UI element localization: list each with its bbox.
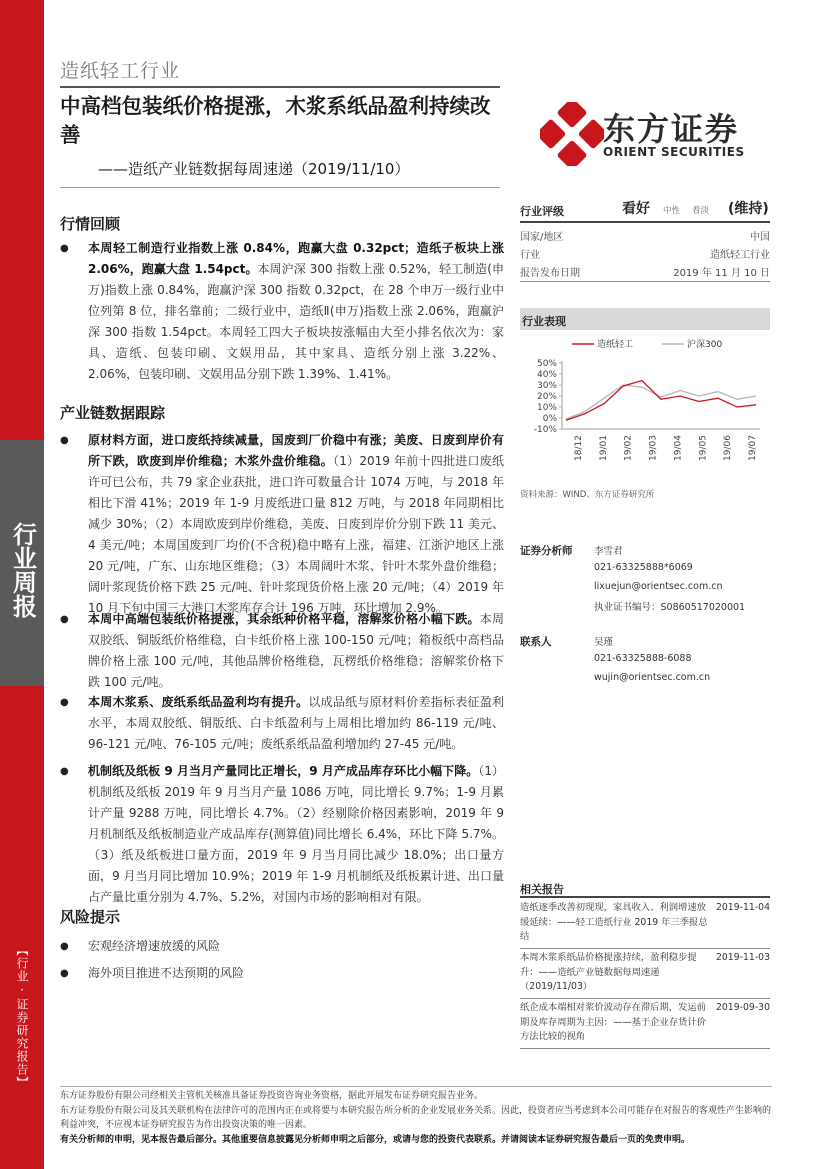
risk-item: 海外项目推进不达预期的风险	[88, 966, 245, 980]
info-value: 造纸轻工行业	[710, 250, 770, 261]
paragraph-lead: 机制纸及纸板 9 月当月产量同比正增长，9 月产成品库存环比小幅下降。	[88, 764, 479, 778]
rating-row	[520, 196, 770, 220]
x-tick-label: 18/12	[574, 435, 584, 461]
rating-status: (维持)	[728, 201, 769, 217]
analyst-block	[520, 543, 780, 613]
y-tick-label: 40%	[536, 370, 557, 380]
bullet-icon: ●	[60, 968, 69, 979]
related-report-date: 2019-11-03	[715, 952, 770, 963]
paragraph-body: 以成品纸与原材料价差指标表征盈利水平，本周双胶纸、铜版纸、白卡纸盈利与上周相比增加约 86-119 元/吨、96-121 元/吨、76-105 元/吨；废纸系纸品盈利增加约 27-45 元/吨。	[88, 695, 504, 751]
info-key: 报告发布日期	[520, 268, 580, 279]
paragraph-body: （1）机制纸及纸板 2019 年 9 月当月产量 1086 万吨，同比增长 9.7%；1-9 月累计产量 9288 万吨，同比增长 4.7%。（2）经剔除价格因素影响，2019 年 9 月机制纸及纸板制造业产成品库存(测算值)同比增长 6.4%，环比下降 5.7%。（3）纸及纸板进口量方面，2019 年 9 月当月同比减少 18.0%；出口量方面，9 月当月同比增加 10.9%；2019 年 1-9 月机制纸及纸板累计进、出口量占产量比重分别为 4.7%、5.2%，对国内市场的影响相对有限。	[88, 764, 504, 904]
related-divider	[520, 998, 770, 999]
x-tick-label: 19/03	[648, 435, 659, 461]
related-report-date: 2019-11-04	[715, 902, 770, 913]
analyst-license: 执业证书编号：S0860517020001	[594, 602, 746, 613]
logo-text-cn: 东方证券	[603, 110, 740, 148]
rating-option-neutral: 中性	[663, 206, 681, 216]
related-report-text[interactable]: 造纸逐季改善初现现，家具收入、利润增速放缓延续：——轻工造纸行业 2019 年三季报总结	[520, 902, 708, 942]
x-tick-label: 19/05	[698, 435, 709, 461]
paragraph-raw-materials	[88, 430, 504, 615]
legend-label: 造纸轻工	[597, 340, 634, 350]
rating-option-bear: 看淡	[692, 206, 710, 216]
contact-block	[520, 634, 780, 689]
paragraph-profitability	[88, 692, 504, 752]
analyst-role: 证券分析师	[520, 545, 573, 557]
info-key: 国家/地区	[520, 232, 564, 243]
y-tick-label: 0%	[542, 414, 557, 424]
paragraph-lead: 原材料方面，进口废纸持续减量，国废到厂价稳中有涨；美废、日废到岸价有所下跌，欧废到岸价维稳；木浆外盘价维稳。	[88, 433, 504, 468]
related-divider	[520, 948, 770, 949]
related-report-date: 2019-09-30	[715, 1002, 770, 1013]
info-key: 行业	[520, 250, 540, 261]
info-divider	[520, 281, 770, 282]
contact-email[interactable]: wujin@orientsec.com.cn	[594, 672, 711, 683]
x-tick-label: 19/06	[723, 435, 734, 461]
footer-disclosure-2: 东方证券股份有限公司及其关联机构在法律许可的范围内正在或将要与本研究报告所分析的企业发展业务关系。因此，投资者应当考虑到本公司可能存在对报告的客观性产生影响的利益冲突，不应视本证券研究报告为作出投资决策的唯一因素。	[60, 1106, 772, 1130]
analyst-phone: 021-63325888*6069	[594, 562, 693, 573]
report-subtitle: ——造纸产业链数据每周速递（2019/11/10）	[98, 160, 410, 178]
y-tick-label: -10%	[533, 425, 557, 435]
section-title-risk: 风险提示	[60, 908, 121, 926]
footer-disclosure-3: 有关分析师的申明，见本报告最后部分。其他重要信息披露见分析师申明之后部分，或请与您的投资代表联系。并请阅读本证券研究报告最后一页的免责申明。	[60, 1135, 691, 1145]
report-type-label: 行业周报	[8, 522, 37, 618]
paragraph-lead: 本周木浆系、废纸系纸品盈利均有提升。	[88, 695, 309, 709]
industry-tag: 造纸轻工行业	[60, 60, 181, 82]
orient-securities-logo-icon	[540, 102, 604, 166]
footer-disclosure-1: 东方证券股份有限公司经相关主管机关核准具备证券投资咨询业务资格，据此开展发布证券研究报告业务。	[60, 1091, 484, 1101]
bullet-icon: ●	[60, 697, 69, 708]
related-report-text[interactable]: 本周木浆系纸品价格提涨持续，盈利稳步提升：——造纸产业链数据每周速递（2019/11/03）	[520, 952, 697, 992]
section-title-chain: 产业链数据跟踪	[60, 404, 166, 422]
x-tick-label: 19/01	[598, 435, 609, 461]
related-divider	[520, 896, 770, 898]
paragraph-paper-prices	[88, 609, 504, 689]
performance-header: 行业表现	[520, 308, 770, 330]
x-tick-label: 19/07	[748, 435, 758, 461]
subtitle-divider	[60, 187, 500, 188]
industry-performance-chart	[520, 333, 770, 473]
contact-name: 吴瑾	[594, 637, 614, 648]
paragraph-review	[88, 238, 504, 393]
legend-label: 沪深300	[687, 340, 723, 350]
analyst-name: 李雪君	[594, 546, 623, 557]
info-row-industry	[520, 246, 770, 262]
related-divider	[520, 1048, 770, 1049]
paragraph-production	[88, 761, 504, 904]
risk-item: 宏观经济增速放缓的风险	[88, 939, 221, 953]
x-tick-label: 19/02	[623, 435, 634, 461]
report-category-label: 【行业·证券研究报告】	[15, 943, 29, 1089]
bullet-icon: ●	[60, 766, 69, 777]
chart-source: 资料来源：WIND、东方证券研究所	[520, 490, 655, 500]
rating-label: 行业评级	[520, 205, 564, 218]
paragraph-body: 本周双胶纸、铜版纸价格维稳，白卡纸价格上涨 100-150 元/吨；箱板纸中高档品牌价格上涨 100 元/吨，其他品牌价格维稳，瓦楞纸价格维稳；溶解浆价格下跌 100 元/吨。	[88, 612, 504, 689]
paragraph-body: 本周沪深 300 指数上涨 0.52%，轻工制造(申万)指数上涨 0.84%，跑赢沪深 300 指数 0.32pct，在 28 个申万一级行业中位列第 8 位，排名靠前；二级行业中，造纸Ⅱ(申万)指数上涨 2.06%，跑赢沪深 300 指数 1.54pct。本周轻工四大子板块按涨幅由大至小排名依次为：家具、造纸、包装印刷、文娱用品，其中家具、造纸分别上涨 3.22%、2.06%，包装印刷、文娱用品分别下跌 1.39%、1.41%。	[88, 262, 505, 381]
paragraph-lead: 本周中高端包装纸价格提涨，其余纸种价格平稳，溶解浆价格小幅下跌。	[88, 612, 480, 626]
bullet-icon: ●	[60, 435, 69, 446]
related-report-item[interactable]	[520, 901, 770, 947]
bullet-icon: ●	[60, 941, 69, 952]
bullet-icon: ●	[60, 614, 69, 625]
contact-phone: 021-63325888-6088	[594, 653, 692, 664]
y-tick-label: 50%	[536, 359, 557, 369]
y-tick-label: 10%	[536, 403, 557, 413]
footer-divider	[60, 1086, 772, 1087]
y-tick-label: 20%	[536, 392, 557, 402]
paragraph-body: （1）2019 年前十四批进口废纸许可已公布，共 79 家企业获批，进口许可数量合计 1074 万吨，与 2018 年相比下滑 41%；2019 年 1-9 月废纸进口量 812 万吨，与 2018 年同期相比减少 30%；（2）本周欧废到岸价维稳，美废、日废到岸价分别下跌 11 美元、4 美元/吨；本周国废到厂均价(不含税)稳中略有上涨，福建、江浙沪地区上涨 20 元/吨，广东、山东地区维稳；（3）本周阔叶木浆、针叶木浆外盘价维稳；阔叶浆现货价格下跌 25 元/吨、针叶浆现货价格上涨 20 元/吨；（4）2019 年 10 月下旬中国三大港口木浆库存合计 196 万吨，环比增加 2.9%。	[88, 454, 504, 615]
contact-role: 联系人	[520, 636, 552, 648]
info-value: 2019 年 11 月 10 日	[673, 268, 770, 279]
related-report-text[interactable]: 纸企成本端相对浆价波动存在滞后期，发运前期及库存周期为主因：——基于企业存货计价方法比较的视角	[520, 1002, 706, 1042]
series-line	[566, 381, 756, 421]
paragraph-lead: 本周轻工制造行业指数上涨 0.84%，跑赢大盘 0.32pct；造纸子板块上涨 2.06%，跑赢大盘 1.54pct。	[88, 241, 504, 276]
related-report-item[interactable]	[520, 1001, 770, 1047]
section-title-review: 行情回顾	[60, 215, 121, 233]
related-report-item[interactable]	[520, 951, 770, 997]
rating-divider	[520, 221, 770, 223]
y-tick-label: 30%	[536, 381, 557, 391]
rating-current: 看好	[622, 201, 650, 217]
x-tick-label: 19/04	[673, 435, 684, 461]
bullet-icon: ●	[60, 243, 69, 254]
chart-svg	[520, 333, 770, 473]
info-value: 中国	[750, 232, 770, 243]
related-reports-title: 相关报告	[520, 883, 564, 896]
report-title: 中高档包装纸价格提涨，木浆系纸品盈利持续改善	[60, 94, 491, 147]
header-divider	[60, 86, 500, 88]
info-row-region	[520, 228, 770, 244]
info-row-date	[520, 264, 770, 280]
logo-text-en: ORIENT SECURITIES	[603, 145, 745, 159]
analyst-email[interactable]: lixuejun@orientsec.com.cn	[594, 581, 723, 592]
